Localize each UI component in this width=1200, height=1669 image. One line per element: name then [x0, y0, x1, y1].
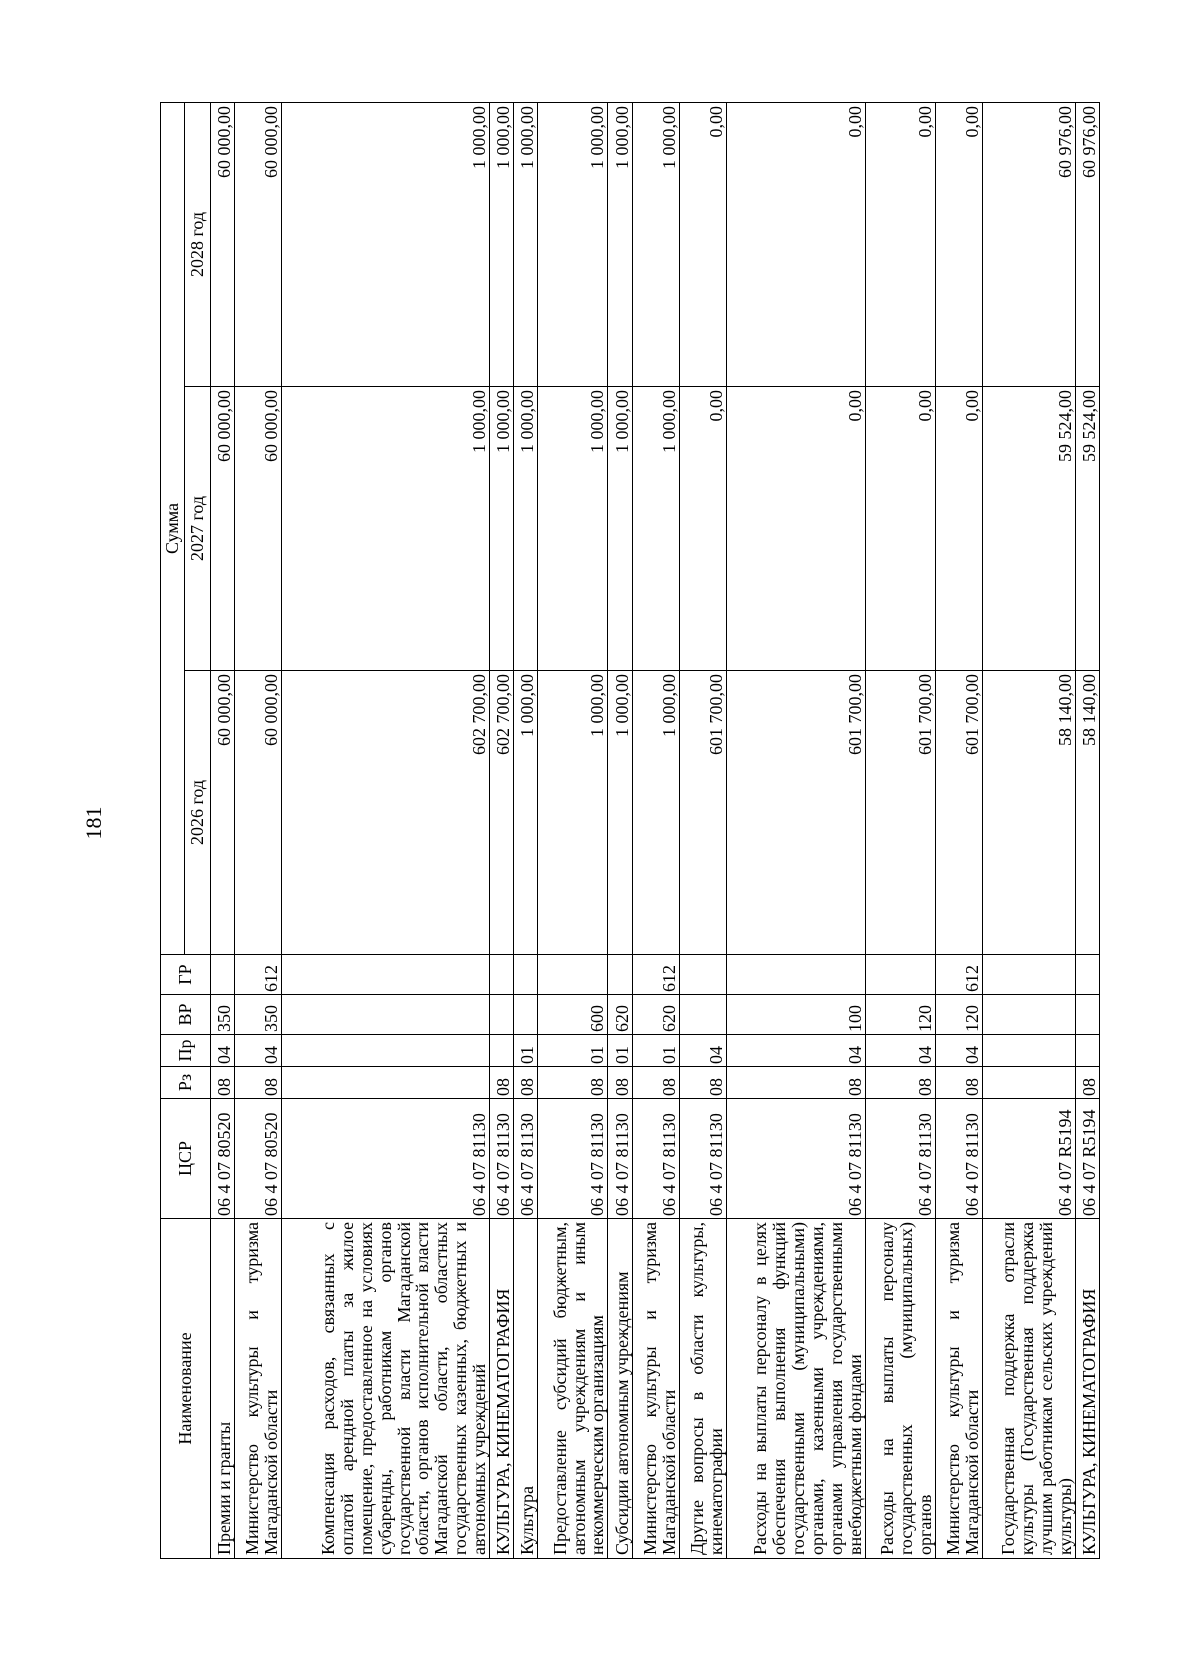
cell-pr	[489, 1035, 513, 1067]
cell-csr: 06 4 07 R5194	[982, 1099, 1075, 1219]
cell-vr: 120	[935, 995, 982, 1035]
cell-rz: 08	[211, 1067, 235, 1099]
cell-2027: 1 000,00	[489, 387, 513, 671]
cell-name: Государственная поддержка отрасли культуры (Государственная поддержка лучшим работникам сельских учреждений культуры)	[982, 1219, 1075, 1559]
cell-pr	[282, 1035, 490, 1067]
table-row	[489, 102, 513, 1558]
cell-csr: 06 4 07 81130	[608, 1099, 632, 1219]
cell-rz: 08	[538, 1067, 608, 1099]
cell-rz: 08	[935, 1067, 982, 1099]
cell-gr	[211, 955, 235, 995]
cell-pr	[1075, 1035, 1099, 1067]
cell-vr	[679, 995, 726, 1035]
cell-vr	[489, 995, 513, 1035]
cell-gr: 612	[632, 955, 679, 995]
cell-name: Расходы на выплаты персоналу государственных (муниципальных) органов	[865, 1219, 935, 1559]
cell-pr: 04	[679, 1035, 726, 1067]
table-row	[608, 102, 632, 1558]
cell-gr	[489, 955, 513, 995]
cell-gr	[282, 955, 490, 995]
cell-2028: 1 000,00	[514, 102, 538, 386]
cell-name: Предоставление субсидий бюджетным, автономным учреждениям и иным некоммерческим организациям	[538, 1219, 608, 1559]
cell-2028: 1 000,00	[608, 102, 632, 386]
cell-csr: 06 4 07 80520	[235, 1099, 282, 1219]
cell-2027: 1 000,00	[632, 387, 679, 671]
cell-2026: 60 000,00	[211, 671, 235, 955]
cell-rz	[982, 1067, 1075, 1099]
header-year-2028: 2028 год	[185, 102, 211, 386]
cell-csr: 06 4 07 81130	[726, 1099, 865, 1219]
cell-gr	[608, 955, 632, 995]
cell-rz: 08	[679, 1067, 726, 1099]
cell-name: КУЛЬТУРА, КИНЕМАТОГРАФИЯ	[489, 1219, 513, 1559]
cell-vr: 620	[608, 995, 632, 1035]
cell-2026: 601 700,00	[935, 671, 982, 955]
cell-name: Министерство культуры и туризма Магаданской области	[632, 1219, 679, 1559]
cell-gr	[538, 955, 608, 995]
cell-rz: 08	[514, 1067, 538, 1099]
cell-2028: 60 976,00	[982, 102, 1075, 386]
cell-vr: 620	[632, 995, 679, 1035]
table-row	[726, 102, 865, 1558]
cell-vr	[514, 995, 538, 1035]
header-year-2026: 2026 год	[185, 671, 211, 955]
cell-2028: 1 000,00	[282, 102, 490, 386]
cell-csr: 06 4 07 R5194	[1075, 1099, 1099, 1219]
cell-2027: 0,00	[679, 387, 726, 671]
cell-pr: 01	[632, 1035, 679, 1067]
cell-pr: 04	[726, 1035, 865, 1067]
table-row	[538, 102, 608, 1558]
table-row	[679, 102, 726, 1558]
cell-vr: 350	[235, 995, 282, 1035]
cell-2026: 602 700,00	[489, 671, 513, 955]
cell-pr: 01	[514, 1035, 538, 1067]
cell-pr	[982, 1035, 1075, 1067]
cell-rz: 08	[489, 1067, 513, 1099]
cell-pr: 04	[935, 1035, 982, 1067]
header-pr: Пр	[161, 1035, 211, 1067]
cell-name: Министерство культуры и туризма Магаданской области	[935, 1219, 982, 1559]
cell-2028: 1 000,00	[489, 102, 513, 386]
cell-csr: 06 4 07 81130	[632, 1099, 679, 1219]
cell-rz: 08	[865, 1067, 935, 1099]
cell-name: Субсидии автономным учреждениям	[608, 1219, 632, 1559]
cell-rz: 08	[726, 1067, 865, 1099]
cell-name: Премии и гранты	[211, 1219, 235, 1559]
cell-pr: 01	[608, 1035, 632, 1067]
header-vr: ВР	[161, 995, 211, 1035]
table-row	[1075, 102, 1099, 1558]
header-name: Наименование	[161, 1219, 211, 1559]
cell-csr: 06 4 07 81130	[935, 1099, 982, 1219]
page-number: 181	[81, 806, 106, 840]
cell-2027: 60 000,00	[235, 387, 282, 671]
cell-2028: 0,00	[865, 102, 935, 386]
cell-2027: 0,00	[935, 387, 982, 671]
cell-2026: 601 700,00	[726, 671, 865, 955]
cell-2028: 60 000,00	[211, 102, 235, 386]
cell-name: Другие вопросы в области культуры, кинематографии	[679, 1219, 726, 1559]
cell-2027: 60 000,00	[211, 387, 235, 671]
cell-2026: 1 000,00	[514, 671, 538, 955]
cell-vr: 350	[211, 995, 235, 1035]
cell-2026: 1 000,00	[608, 671, 632, 955]
cell-vr: 600	[538, 995, 608, 1035]
cell-vr	[982, 995, 1075, 1035]
cell-vr	[282, 995, 490, 1035]
table-row	[211, 102, 235, 1558]
cell-2028: 0,00	[726, 102, 865, 386]
cell-vr	[1075, 995, 1099, 1035]
header-csr: ЦСР	[161, 1099, 211, 1219]
table-row	[865, 102, 935, 1558]
cell-csr: 06 4 07 81130	[514, 1099, 538, 1219]
cell-csr: 06 4 07 81130	[282, 1099, 490, 1219]
table-row	[935, 102, 982, 1558]
cell-2027: 0,00	[726, 387, 865, 671]
header-rz: Рз	[161, 1067, 211, 1099]
cell-name: КУЛЬТУРА, КИНЕМАТОГРАФИЯ	[1075, 1219, 1099, 1559]
cell-2027: 59 524,00	[1075, 387, 1099, 671]
cell-2027: 1 000,00	[282, 387, 490, 671]
cell-rz: 08	[235, 1067, 282, 1099]
cell-pr: 01	[538, 1035, 608, 1067]
cell-csr: 06 4 07 81130	[538, 1099, 608, 1219]
header-gr: ГР	[161, 955, 211, 995]
cell-rz: 08	[608, 1067, 632, 1099]
cell-rz: 08	[632, 1067, 679, 1099]
cell-gr: 612	[935, 955, 982, 995]
cell-gr	[679, 955, 726, 995]
cell-2026: 1 000,00	[538, 671, 608, 955]
table-header	[161, 102, 211, 1558]
table-row	[235, 102, 282, 1558]
cell-2028: 60 000,00	[235, 102, 282, 386]
cell-rz: 08	[1075, 1067, 1099, 1099]
cell-2028: 1 000,00	[632, 102, 679, 386]
cell-vr: 100	[726, 995, 865, 1035]
cell-2027: 59 524,00	[982, 387, 1075, 671]
cell-gr	[514, 955, 538, 995]
header-year-2027: 2027 год	[185, 387, 211, 671]
cell-2026: 602 700,00	[282, 671, 490, 955]
cell-pr: 04	[865, 1035, 935, 1067]
cell-2026: 1 000,00	[632, 671, 679, 955]
table-row	[632, 102, 679, 1558]
cell-2027: 1 000,00	[608, 387, 632, 671]
cell-2028: 60 976,00	[1075, 102, 1099, 386]
cell-2027: 1 000,00	[538, 387, 608, 671]
cell-gr	[982, 955, 1075, 995]
cell-csr: 06 4 07 81130	[865, 1099, 935, 1219]
cell-vr: 120	[865, 995, 935, 1035]
cell-2026: 58 140,00	[1075, 671, 1099, 955]
table-body	[211, 102, 1100, 1558]
cell-name: Компенсация расходов, связанных с оплатой арендной платы за жилое помещение, предоставленное на условиях субаренды, работникам органов государственной власти Магаданской области, органов исполнительной власти Магаданской области, областных государственных казенных, бюджетных и автономных учреждений	[282, 1219, 490, 1559]
cell-2028: 0,00	[935, 102, 982, 386]
budget-table	[160, 102, 1100, 1559]
cell-2027: 1 000,00	[514, 387, 538, 671]
cell-gr: 612	[235, 955, 282, 995]
cell-name: Расходы на выплаты персоналу в целях обеспечения выполнения функций государственными (муниципальными) органами, казенными учреждениями, органами управления государственными внебюджетными фондами	[726, 1219, 865, 1559]
cell-2026: 58 140,00	[982, 671, 1075, 955]
table-row	[514, 102, 538, 1558]
cell-2028: 0,00	[679, 102, 726, 386]
cell-gr	[865, 955, 935, 995]
cell-name: Культура	[514, 1219, 538, 1559]
cell-gr	[726, 955, 865, 995]
cell-pr: 04	[235, 1035, 282, 1067]
cell-2026: 601 700,00	[679, 671, 726, 955]
table-row	[982, 102, 1075, 1558]
cell-csr: 06 4 07 80520	[211, 1099, 235, 1219]
cell-2027: 0,00	[865, 387, 935, 671]
cell-rz	[282, 1067, 490, 1099]
cell-csr: 06 4 07 81130	[679, 1099, 726, 1219]
table-row	[282, 102, 490, 1558]
cell-name: Министерство культуры и туризма Магаданской области	[235, 1219, 282, 1559]
cell-2028: 1 000,00	[538, 102, 608, 386]
cell-gr	[1075, 955, 1099, 995]
cell-2026: 60 000,00	[235, 671, 282, 955]
cell-csr: 06 4 07 81130	[489, 1099, 513, 1219]
header-sum: Сумма	[161, 102, 185, 954]
cell-2026: 601 700,00	[865, 671, 935, 955]
cell-pr: 04	[211, 1035, 235, 1067]
budget-table-wrapper	[160, 102, 1100, 1559]
